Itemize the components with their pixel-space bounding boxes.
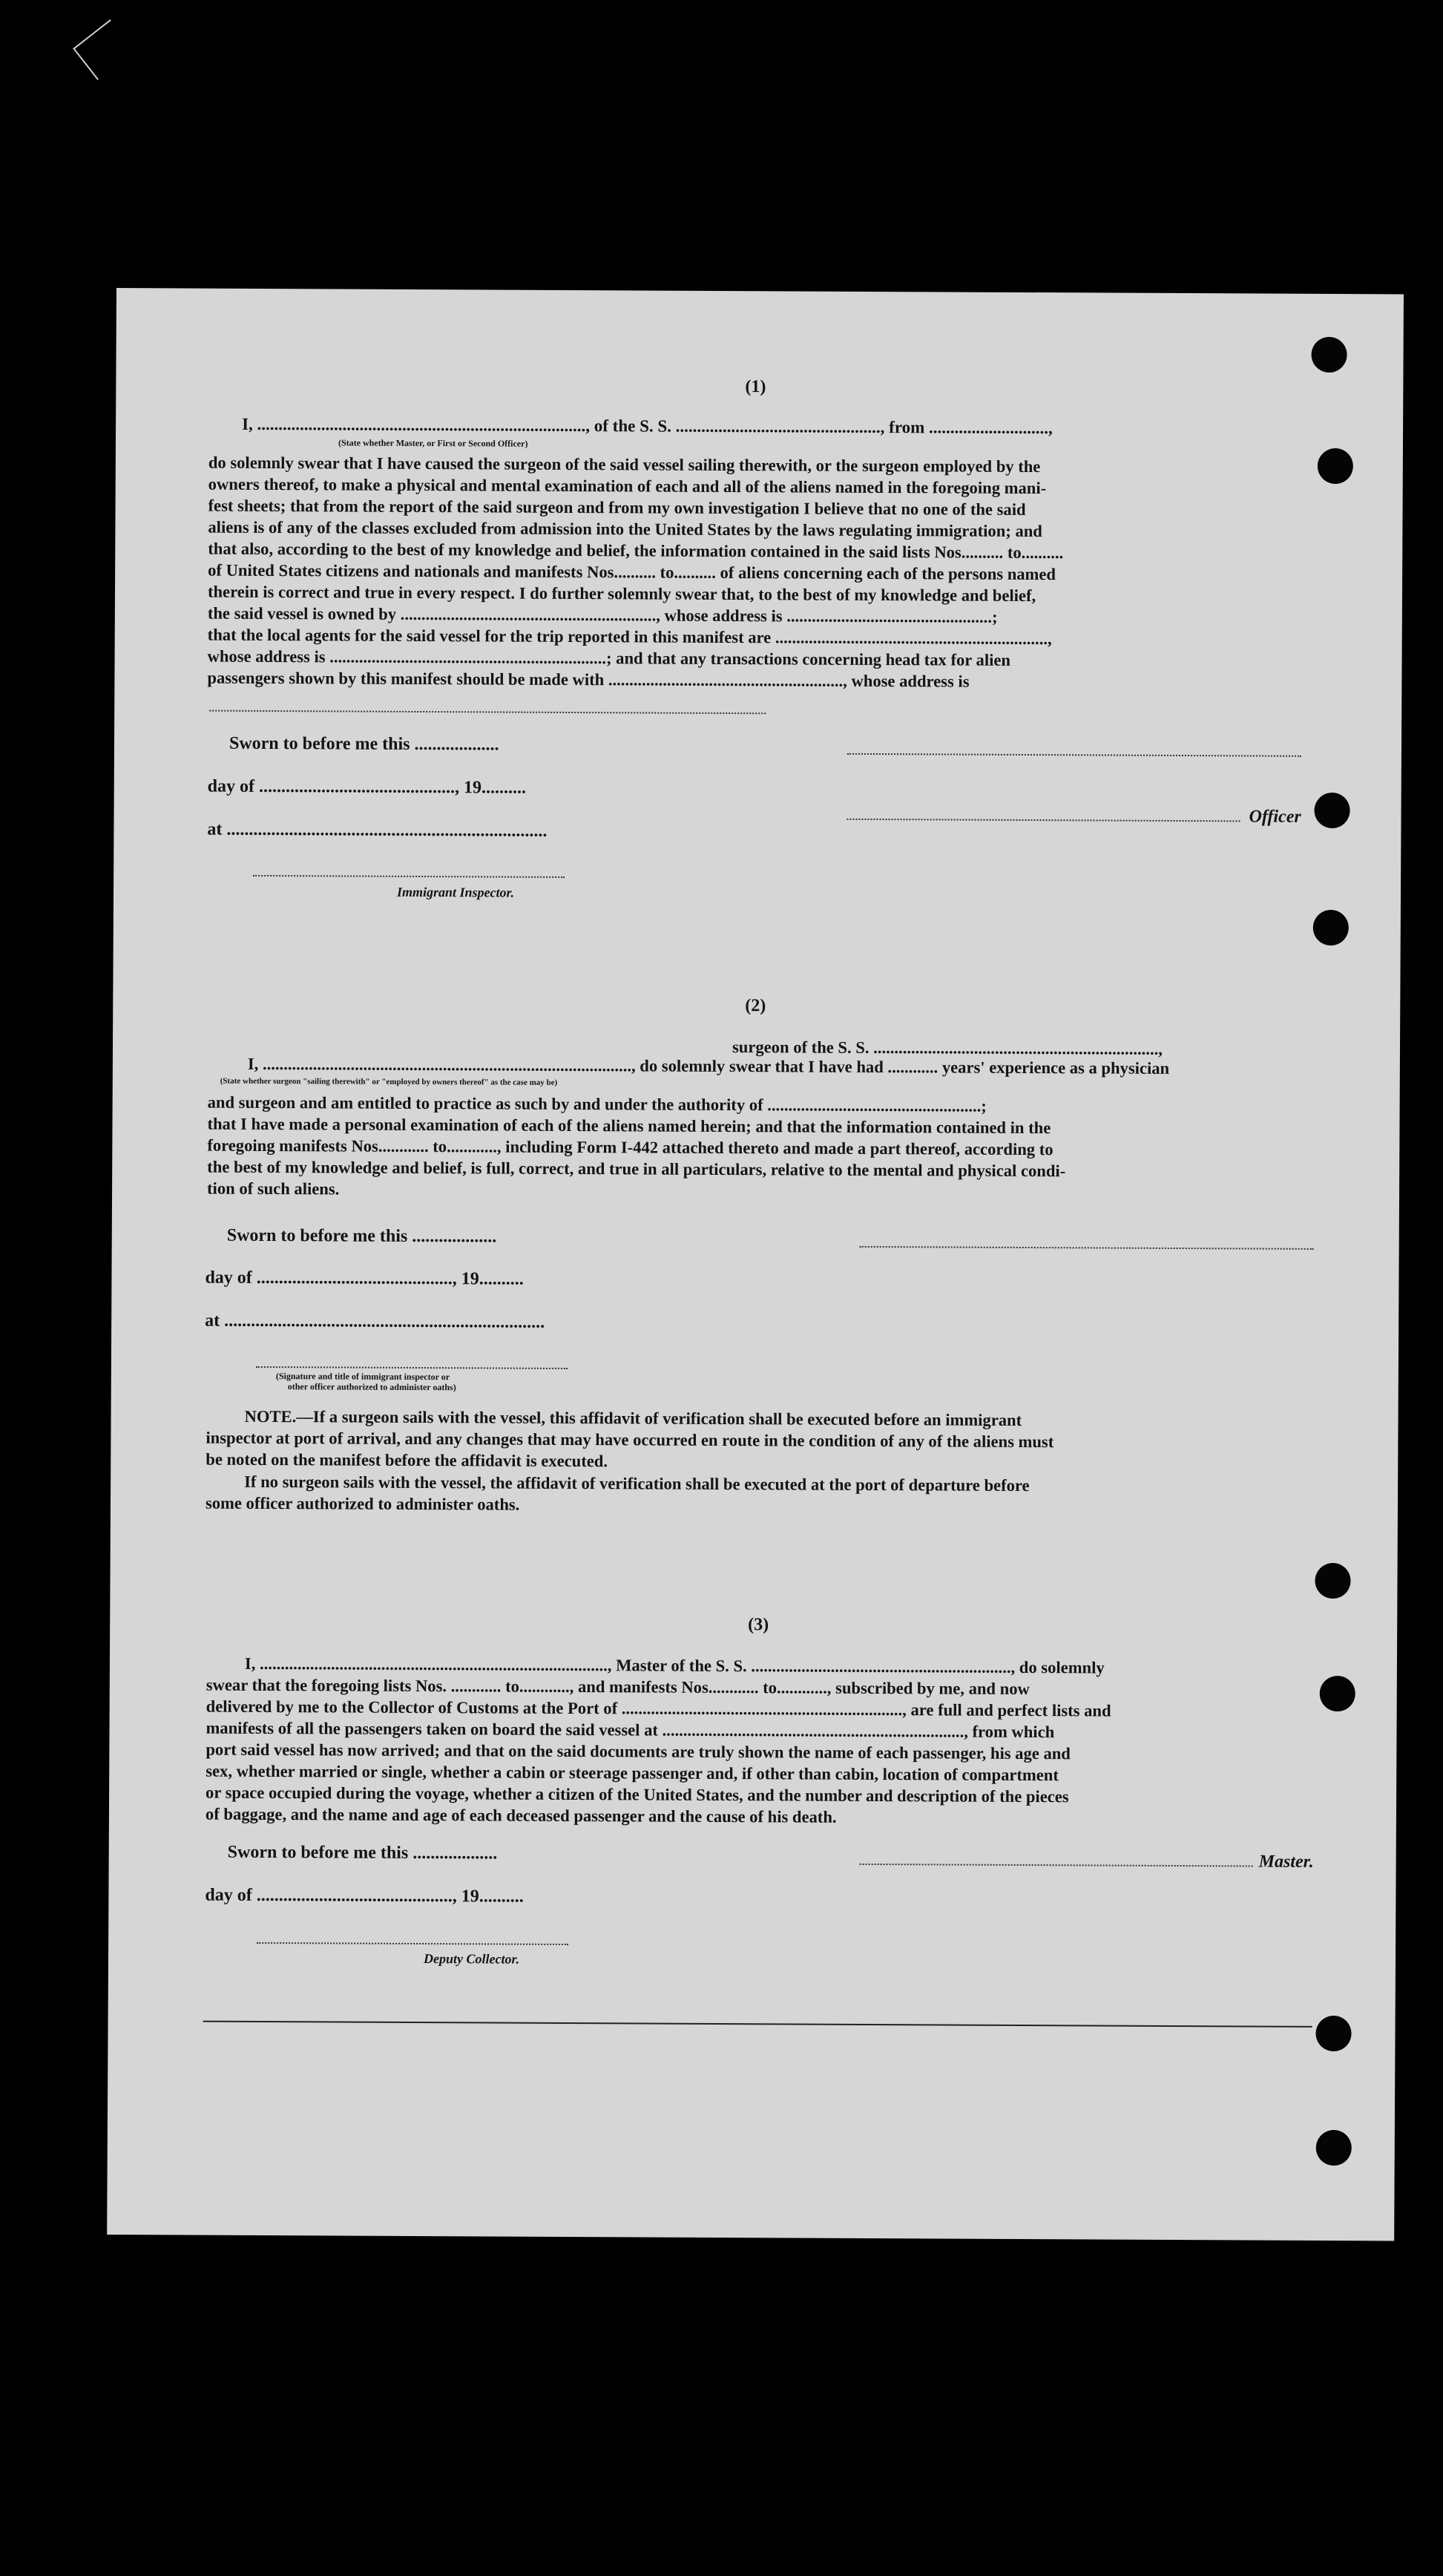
section-2-text-line: foregoing manifests Nos............ to............, including Form I-442 attached thereto and made a part thereof, according to [207,1135,1054,1159]
bottom-rule [203,2021,1312,2028]
section-2-officer-signature-line [256,1366,568,1369]
section-1-text-line: owners thereof, to make a physical and mental examination of each and all of the aliens named in the foregoing mani- [208,474,1047,498]
address-continuation-line [209,710,766,715]
inspector-title: Immigrant Inspector. [396,884,515,900]
section-1-sworn: Sworn to before me this ................... [229,733,499,755]
section-1-text-line: therein is correct and true in every respect. I do further solemnly swear that, to the best of my knowledge and belief, [207,582,1036,606]
section-3-text-line: delivered by me to the Collector of Customs at the Port of ..................................................................., are full and perfect lists and [206,1697,1111,1720]
signature-caption-line-2: other officer authorized to administer oaths) [287,1381,456,1393]
section-2-day: day of ............................................, 19.......... [205,1268,524,1289]
master-signature-line [860,1864,1253,1867]
section-3-text-line: manifests of all the passengers taken on board the said vessel at ........................................................................, from which [206,1718,1055,1742]
section-2-text-line: the best of my knowledge and belief, is full, correct, and true in all particulars, relative to the mental and physical condi- [207,1157,1066,1181]
section-3-heading: (3) [748,1615,769,1635]
section-1-text-line: the said vessel is owned by ............................................................., whose address is .................................................; [207,603,998,626]
section-3-text-line: swear that the foregoing lists Nos. ............ to............, and manifests Nos............ to............, subscribed by me, and now [206,1675,1030,1699]
punch-hole [1314,793,1350,828]
section-2-sworn: Sworn to before me this ................... [226,1225,497,1247]
section-1-caption: (State whether Master, or First or Second Officer) [338,437,528,449]
section-1-signature-line [847,753,1301,757]
section-1-at: at ........................................................................ [207,819,548,841]
section-1-text-line: whose address is ..................................................................; and that any transactions concerning head tax for alien [207,646,1011,669]
note-line: some officer authorized to administer oaths. [205,1493,520,1514]
punch-hole [1315,1563,1350,1599]
section-1-line-1: I, ............................................................................., of the S. S. ................................................, from ............................, [242,414,1053,438]
section-1-text-line: aliens is of any of the classes excluded from admission into the United States by the laws regulating immigration; and [208,517,1042,541]
section-1-officer-label: Officer [1249,807,1301,827]
section-3-text-line: or space occupied during the voyage, whether a citizen of the United States, and the number and description of the pieces [206,1783,1069,1806]
section-1-text-line: fest sheets; that from the report of the said surgeon and from my own investigation I believe that no one of the said [208,496,1026,519]
section-3-text-line: port said vessel has now arrived; and that on the said documents are truly shown the name of each passenger, his age and [206,1740,1071,1763]
section-1-heading: (1) [745,377,766,397]
section-1-text-line: that the local agents for the said vessel for the trip reported in this manifest are ................................................................., [207,625,1052,649]
section-2-heading: (2) [745,996,766,1016]
punch-hole [1315,2016,1351,2051]
punch-hole [1313,910,1349,945]
manifest-affidavit-page [107,288,1404,2241]
punch-hole [1318,448,1353,484]
section-3-text-line: of baggage, and the name and age of each deceased passenger and the cause of his death. [205,1804,837,1826]
section-2-line-1-right: surgeon of the S. S. ...................................................................., [732,1038,1163,1058]
section-2-text-line: tion of such aliens. [207,1179,340,1199]
inspector-signature-line [253,875,565,878]
master-title: Master. [1258,1852,1314,1872]
section-2-text-line: that I have made a personal examination of each of the aliens named herein; and that the information contained in the [207,1114,1051,1138]
section-2-signature-line [860,1246,1314,1250]
section-3-sworn: Sworn to before me this ................... [227,1842,498,1864]
punch-hole [1311,337,1347,373]
section-2-line-1: I, ........................................................................................, do solemnly swear that I have had ............ years' experience as a physician [247,1054,1170,1078]
section-3-day: day of ............................................, 19.......... [205,1885,524,1907]
punch-hole [1320,1676,1355,1711]
section-2-caption: (State whether surgeon "sailing therewith" or "employed by owners thereof" as the case may be) [220,1076,558,1087]
section-1-text-line: passengers shown by this manifest should be made with ........................................................, whose address is [207,668,970,691]
section-1-text-line: of United States citizens and nationals and manifests Nos.......... to.......... of aliens concerning each of the persons named [208,560,1056,584]
section-3-text-line: I, ..................................................................................., Master of the S. S. .............................................................., do solemnly [244,1654,1105,1677]
note-line: be noted on the manifest before the affidavit is executed. [206,1449,608,1471]
note-line: inspector at port of arrival, and any changes that may have occurred en route in the condition of any of the aliens must [206,1428,1054,1452]
signature-caption-line-1: (Signature and title of immigrant inspector or [275,1371,450,1383]
section-2-at: at ........................................................................ [205,1311,545,1332]
note-line: NOTE.—If a surgeon sails with the vessel, this affidavit of verification shall be executed before an immigrant [244,1406,1022,1429]
collector-signature-line [257,1942,568,1945]
note-line: If no surgeon sails with the vessel, the affidavit of verification shall be executed at the port of departure before [244,1472,1030,1495]
scan-scratch-mark [73,19,135,80]
section-1-text-line: do solemnly swear that I have caused the surgeon of the said vessel sailing therewith, or the surgeon employed by the [208,453,1041,476]
section-2-text-line: and surgeon and am entitled to practice as such by and under the authority of ...................................................; [207,1092,987,1115]
section-1-officer-line [847,819,1240,822]
section-1-text-line: that also, according to the best of my knowledge and belief, the information contained in the said lists Nos.......... to.......... [208,539,1064,563]
section-1-day: day of ............................................, 19.......... [207,776,527,798]
punch-hole [1316,2130,1352,2166]
section-3-text-line: sex, whether married or single, whether a cabin or steerage passenger and, if other than cabin, location of compartment [206,1761,1059,1785]
collector-title: Deputy Collector. [423,1951,520,1967]
